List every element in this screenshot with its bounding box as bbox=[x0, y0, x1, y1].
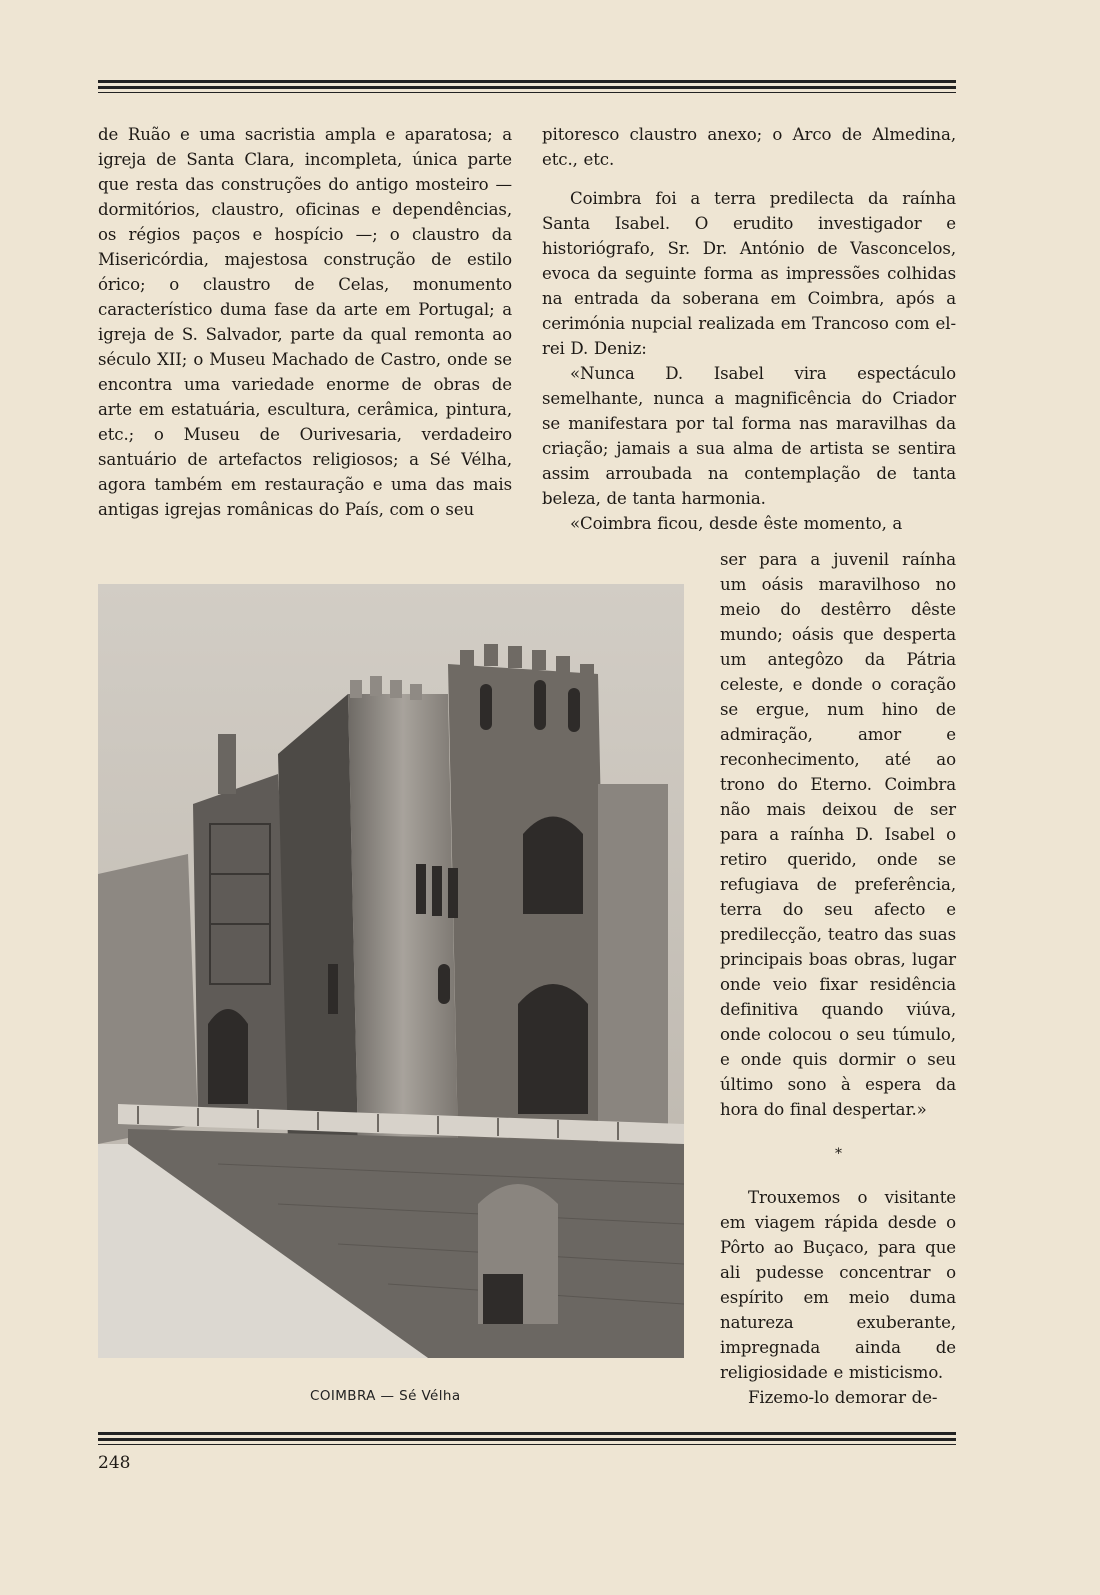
left-column bbox=[98, 122, 512, 522]
right-paragraph-1: pitoresco claustro anexo; o Arco de Almedina, etc., etc. bbox=[542, 125, 956, 169]
photo-caption: COIMBRA — Sé Vélha bbox=[310, 1388, 461, 1404]
cathedral-photo bbox=[98, 584, 684, 1358]
right-quote-2-continued: ser para a juvenil raínha um oásis maravilhoso no meio do destêrro dêste mundo; oásis que desperta um antegôzo da Pátria celeste, e donde o coração se ergue, num hino de admiração, amor e reconhecimento, até ao trono do Eterno. Coimbra não mais deixou de ser para a raínha D. Isabel o retiro querido, onde se refugiava de preferência, terra do seu afecto e predilecção, teatro das suas principais boas obras, lugar onde veio fixar residência definitiva quando viúva, onde colocou o seu túmulo, e onde quis dormir o seu último sono à espera da hora do final despertar.» bbox=[720, 550, 956, 1119]
left-paragraph-1: de Ruão e uma sacristia ampla e aparatosa; a igreja de Santa Clara, incompleta, única parte que resta das construções do antigo mosteiro — dormitórios, claustro, oficinas e dependências, os régios paços e hospício —; o claustro da Misericórdia, majestosa construção de estilo órico; o claustro de Celas, monumento característico duma fase da arte em Portugal; a igreja de S. Salvador, parte da qual remonta ao século XII; o Museu Machado de Castro, onde se encontra uma variedade enorme de obras de arte em estatuária, escultura, cerâmica, pintura, etc.; o Museu de Ourivesaria, verdadeiro santuário de artefactos religiosos; a Sé Vélha, agora também em restauração e uma das mais antigas igrejas românicas do País, com o seu bbox=[98, 125, 512, 519]
section-separator: * bbox=[835, 1146, 842, 1162]
right-quote-2-start: «Coimbra ficou, desde êste momento, a bbox=[570, 514, 903, 533]
top-rule bbox=[98, 80, 956, 96]
right-quote-1: «Nunca D. Isabel vira espectáculo semelhante, nunca a magnificência do Criador se manifestara por tal forma nas maravilhas da criação; jamais a sua alma de artista se sentira assim arroubada na contemplação de tanta beleza, de tanta harmonia. bbox=[542, 364, 956, 508]
right-column-top bbox=[542, 122, 956, 536]
bottom-paragraph-2: Fizemo-lo demorar de- bbox=[748, 1388, 938, 1407]
right-column-narrow bbox=[720, 547, 956, 1122]
bottom-paragraph-1: Trouxemos o visitante em viagem rápida desde o Pôrto ao Buçaco, para que ali pudesse concentrar o espírito em meio duma natureza exuberante, impregnada ainda de religiosidade e misticismo. bbox=[720, 1188, 956, 1382]
bottom-rule bbox=[98, 1432, 956, 1448]
right-column-bottom bbox=[720, 1185, 956, 1410]
right-paragraph-2: Coimbra foi a terra predilecta da raínha Santa Isabel. O erudito investigador e historiógrafo, Sr. Dr. António de Vasconcelos, evoca da seguinte forma as impressões colhidas na entrada da soberana em Coimbra, após a cerimónia nupcial realizada em Trancoso com el-rei D. Deniz: bbox=[542, 189, 956, 358]
page-number: 248 bbox=[98, 1453, 131, 1473]
